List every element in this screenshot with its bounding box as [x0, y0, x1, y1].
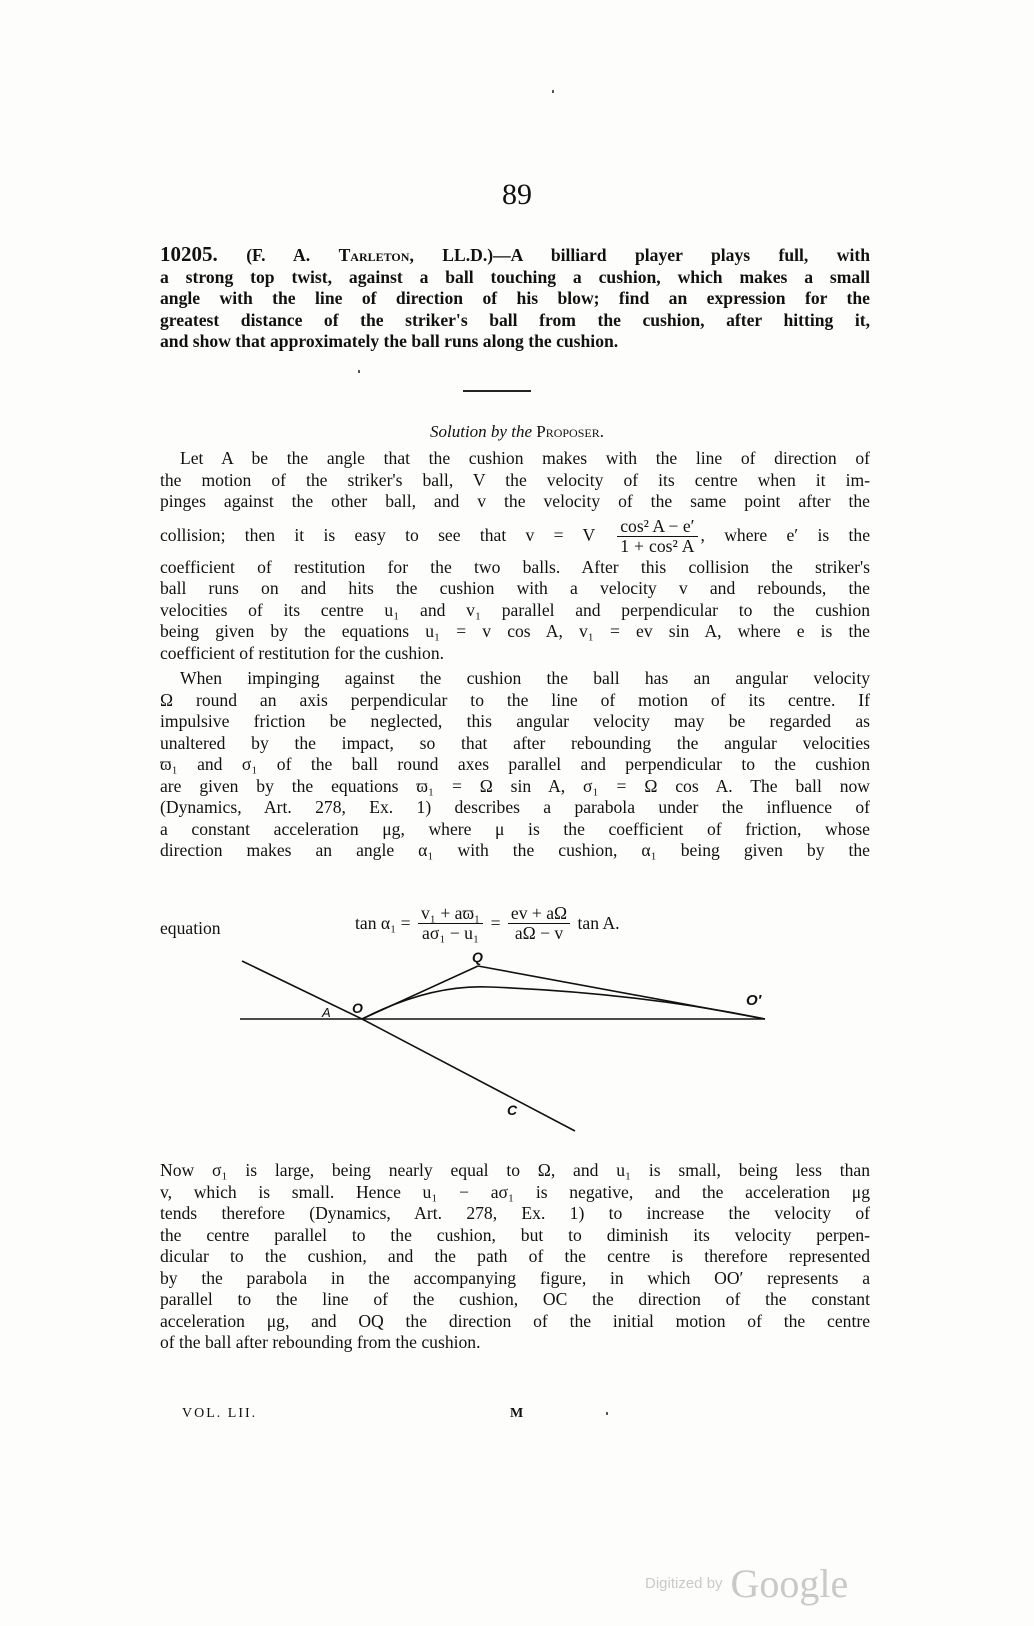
text-line: ϖ₁ and σ₁ of the ball round axes parallel and perpendicular to the cushion: [160, 754, 870, 774]
page-number: 89: [502, 178, 532, 211]
problem-first-line: [160, 244, 870, 267]
text-line: are given by the equations ϖ₁ = Ω sin A, σ₁ = Ω cos A. The ball now: [160, 775, 870, 796]
scan-speck: [358, 370, 360, 373]
text-line: unaltered by the impact, so that after rebounding the angular velocities: [160, 732, 870, 753]
text-line: coefficient of restitution for the two balls. After this collision the striker's: [160, 556, 870, 577]
text-line: of the ball after rebounding from the cushion.: [160, 1332, 481, 1352]
problem-attribution: (F. A. Tarleton, LL.D.)—A billiard player plays full, with: [246, 245, 870, 265]
signature-mark: M: [510, 1406, 524, 1421]
text-line: pinges against the other ball, and v the velocity of the same point after the: [160, 491, 870, 511]
problem-line: angle with the line of direction of his blow; find an expression for the: [160, 288, 870, 308]
problem-line: greatest distance of the striker's ball from the cushion, after hitting it,: [160, 309, 870, 330]
line-OC: [362, 1019, 575, 1131]
text-line: impulsive friction be neglected, this angular velocity may be regarded as: [160, 711, 870, 731]
incident-line: [242, 961, 362, 1019]
equation-fraction-2: $\frac{ev + a\Omega}{a\Omega - v}$: [508, 904, 570, 943]
text-line: (Dynamics, Art. 278, Ex. 1) describes a parabola under the influence of: [160, 797, 870, 817]
equation-body: tan α₁ = $\frac{\text{v₁ + aϖ₁}}{\text{aσ₁ − u₁}}$ = $\frac{ev + a\Omega}{a\Omega - v}$ tan A.: [355, 903, 620, 943]
text-line: direction makes an angle α₁ with the cushion, α₁ being given by the: [160, 840, 870, 860]
problem-statement: [160, 244, 870, 353]
label-O-prime: O′: [746, 992, 762, 1009]
text-line: ball runs on and hits the cushion with a velocity v and rebounds, the: [160, 578, 870, 598]
equation-fraction-1: $\frac{\text{v₁ + aϖ₁}}{\text{aσ₁ − u₁}}$: [418, 904, 483, 943]
text-line: velocities of its centre u₁ and v₁ parallel and perpendicular to the cushion: [160, 599, 870, 620]
text-line: coefficient of restitution for the cushion.: [160, 642, 445, 663]
text-line: dicular to the cushion, and the path of the centre is therefore represented: [160, 1246, 870, 1266]
volume-label: VOL. LII.: [182, 1406, 258, 1421]
section-divider: [463, 390, 531, 392]
text-line: parallel to the line of the cushion, OC the direction of the constant: [160, 1289, 870, 1309]
watermark-caption: Digitized by: [645, 1575, 723, 1592]
text-line: v, which is small. Hence u₁ − aσ₁ is negative, and the acceleration μg: [160, 1181, 870, 1202]
solution-heading: Solution by the Proposer.: [430, 422, 604, 441]
text-line: by the parabola in the accompanying figure, in which OO′ represents a: [160, 1267, 870, 1288]
text-line: Ω round an axis perpendicular to the line of motion of its centre. If: [160, 689, 870, 710]
google-logo: Google: [730, 1561, 849, 1606]
scan-speck: [606, 1412, 608, 1415]
google-watermark: [645, 1560, 848, 1607]
text-line: the motion of the striker's ball, V the velocity of its centre when it im-: [160, 469, 870, 490]
text-line: acceleration μg, and OQ the direction of the initial motion of the centre: [160, 1310, 870, 1331]
label-C: C: [507, 1102, 518, 1118]
label-A: A: [322, 1005, 331, 1020]
label-Q: Q: [472, 949, 483, 965]
parabola-figure: [240, 949, 800, 1170]
problem-line: and show that approximately the ball runs along the cushion.: [160, 331, 619, 351]
text-line: When impinging against the cushion the ball has an angular velocity: [180, 668, 870, 688]
inline-equation-line: collision; then it is easy to see that v = V $\frac{\text{cos² A − e′}}{\text{1 + cos² A}}$ , where e′ is the: [160, 515, 870, 556]
text-line: being given by the equations u₁ = v cos A, v₁ = ev sin A, where e is the: [160, 621, 870, 641]
paragraph-3: [160, 1160, 870, 1354]
velocity-fraction: $\frac{\text{cos² A − e′}}{\text{1 + cos² A}}$: [617, 517, 697, 556]
problem-number: 10205.: [160, 242, 218, 266]
label-O: O: [352, 1000, 363, 1016]
scan-speck: [552, 90, 554, 93]
paragraph-1: [160, 448, 870, 664]
equation-label: equation: [160, 918, 221, 938]
text-line: a constant acceleration μg, where μ is the coefficient of friction, whose: [160, 818, 870, 839]
author-name: Tarleton: [338, 245, 410, 265]
problem-line: a strong top twist, against a ball touching a cushion, which makes a small: [160, 266, 870, 287]
paragraph-2: [160, 668, 870, 862]
text-line: the centre parallel to the cushion, but to diminish its velocity perpen-: [160, 1224, 870, 1245]
text-line: tends therefore (Dynamics, Art. 278, Ex. 1) to increase the velocity of: [160, 1203, 870, 1223]
text-line: Let A be the angle that the cushion makes with the line of direction of: [180, 448, 870, 468]
text-line: Now σ₁ is large, being nearly equal to Ω, and u₁ is small, being less than: [160, 1160, 870, 1180]
